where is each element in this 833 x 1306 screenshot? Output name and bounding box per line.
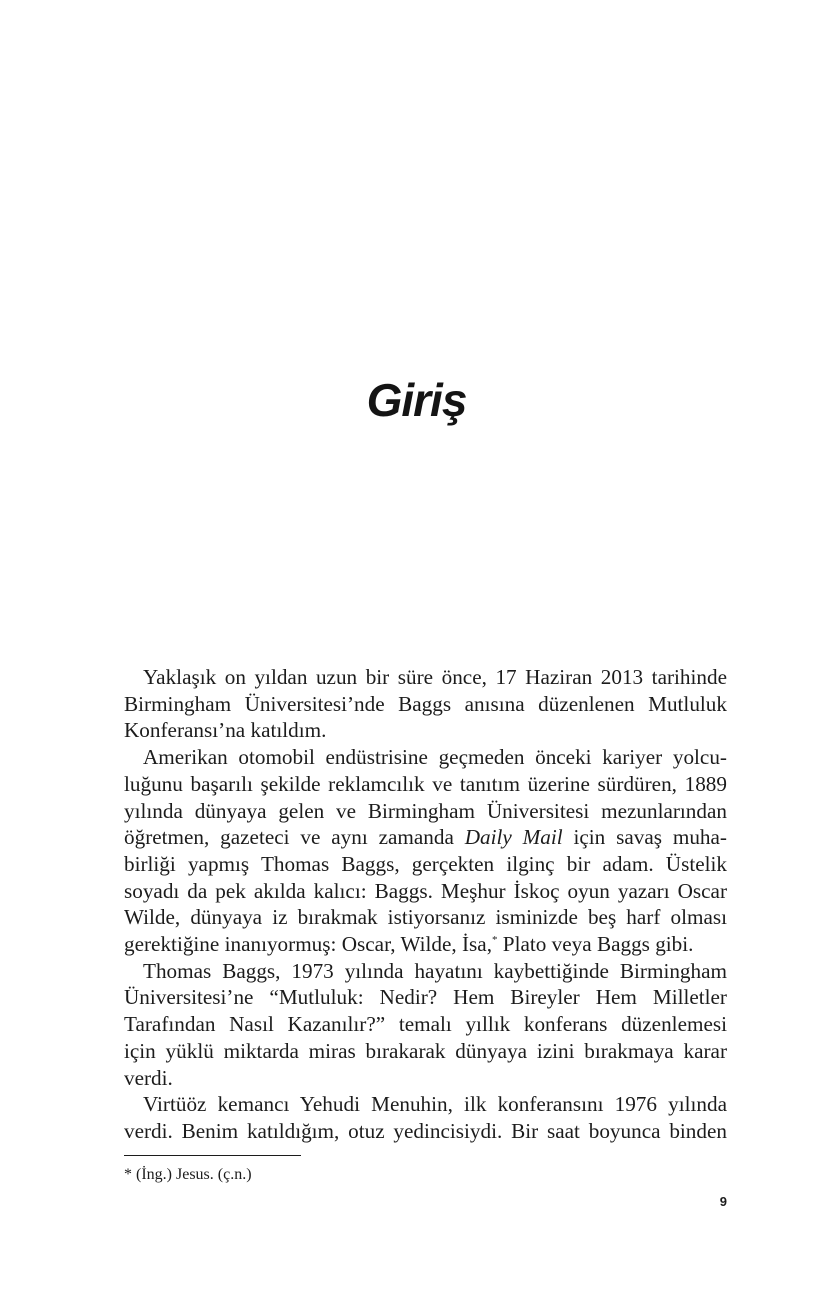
text-line: verdi. Benim katıldığım, otuz yedincisiydi. Bir saat boyunca binden [124, 1118, 727, 1143]
text-segment: Plato veya Baggs gibi. [497, 932, 694, 957]
text-line: Amerikan otomobil endüstrisine geçmeden önceki kariyer yolcu- [143, 745, 727, 770]
footnote-marker: * [492, 934, 498, 947]
text-line: yılında dünyaya gelen ve Birmingham Üniversitesi mezunlarından [124, 798, 727, 823]
text-line [124, 931, 727, 958]
text-segment: gerektiğine inanıyormuş: Oscar, Wilde, İsa, [124, 932, 492, 957]
paragraph [124, 958, 727, 1092]
page-number: 9 [719, 1194, 727, 1209]
text-line: Birmingham Üniversitesi’nde Baggs anısına düzenlenen Mutluluk [124, 691, 727, 716]
paragraph [124, 664, 727, 744]
text-segment: için savaş muha- [562, 825, 727, 850]
text-line: Wilde, dünyaya iz bırakmak istiyorsanız isminizde beş harf olması [124, 905, 727, 930]
text-segment: öğretmen, gazeteci ve aynı zamanda [124, 825, 465, 850]
text-line: Konferansı’na katıldım. [124, 718, 327, 743]
text-line: birliği yapmış Thomas Baggs, gerçekten ilginç bir adam. Üstelik [124, 851, 727, 876]
text-line: verdi. [124, 1065, 173, 1090]
text-line: Yaklaşık on yıldan uzun bir süre önce, 17 Haziran 2013 tarihinde [143, 665, 727, 689]
paragraph [124, 744, 727, 958]
paragraph [124, 1091, 727, 1144]
publication-name: Daily Mail [464, 825, 563, 850]
footnote-divider [124, 1155, 301, 1156]
text-line: Virtüöz kemancı Yehudi Menuhin, ilk konferansını 1976 yılında [143, 1092, 727, 1117]
text-line: Thomas Baggs, 1973 yılında hayatını kaybettiğinde Birmingham [143, 958, 727, 983]
text-line: luğunu başarılı şekilde reklamcılık ve tanıtım üzerine sürdüren, 1889 [124, 771, 727, 796]
footnote: * (İng.) Jesus. (ç.n.) [124, 1166, 252, 1183]
text-line: için yüklü miktarda miras bırakarak dünyaya izini bırakmaya karar [124, 1038, 727, 1063]
text-line: Tarafından Nasıl Kazanılır?” temalı yıllık konferans düzenlemesi [124, 1012, 727, 1037]
text-line: Üniversitesi’ne “Mutluluk: Nedir? Hem Bireyler Hem Milletler [124, 985, 727, 1010]
chapter-title: Giriş [366, 374, 467, 426]
text-line [124, 824, 727, 851]
body-text [124, 664, 727, 1145]
text-line: soyadı da pek akılda kalıcı: Baggs. Meşhur İskoç oyun yazarı Oscar [124, 878, 727, 903]
